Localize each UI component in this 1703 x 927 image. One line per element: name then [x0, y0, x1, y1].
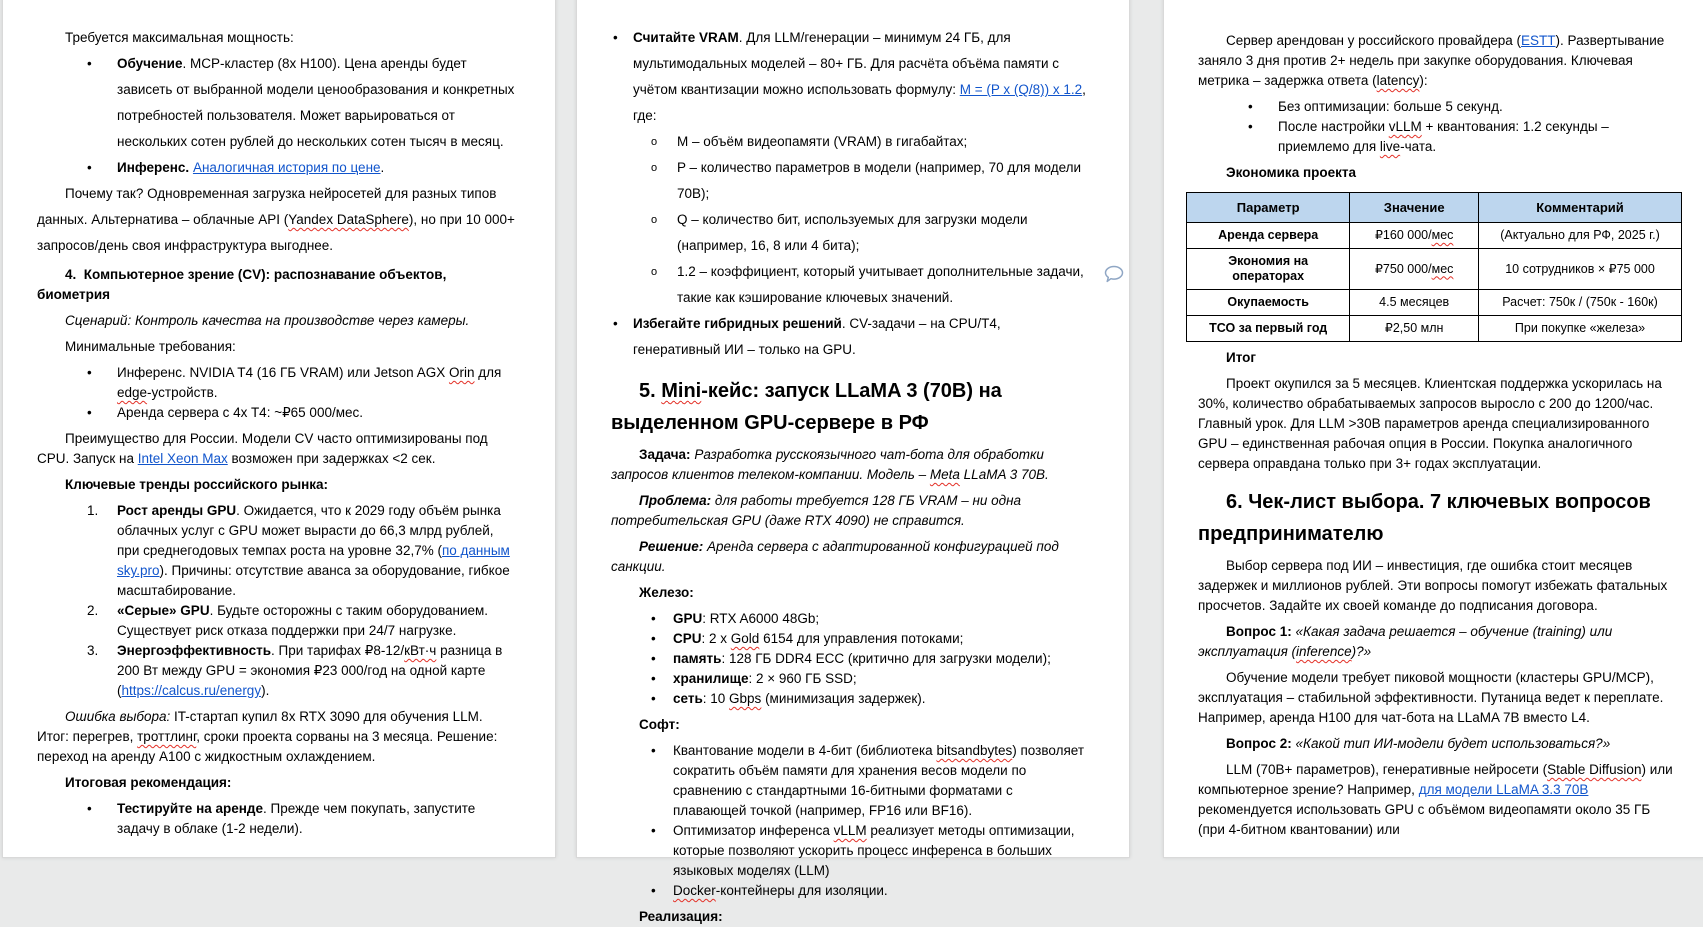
- table-cell: [1187, 249, 1350, 290]
- table-header-cell: Значение: [1350, 193, 1479, 223]
- text-run: P – количество параметров в модели (например, 70 для модели 70B);: [677, 160, 1082, 201]
- text-run: Без оптимизации: больше 5 секунд.: [1278, 99, 1503, 114]
- paragraph: [37, 181, 515, 259]
- bullet-marker: •: [651, 691, 656, 706]
- bullet-marker: •: [651, 671, 656, 686]
- bullet-list: [1198, 97, 1676, 157]
- table-cell: [1187, 290, 1350, 316]
- table-cell: [1350, 223, 1479, 249]
- bullet-marker: •: [87, 365, 92, 380]
- text-run: -кейс: запуск LLaMA 3 (70B) на выделенном GPU-сервере в РФ: [611, 380, 1002, 434]
- text-run: ) или компьютерное зрение? Например,: [1198, 762, 1673, 797]
- text-run: 1.2 – коэффициент, который учитывает дополнительные задачи, такие как кэширование ключевых значений.: [677, 264, 1084, 305]
- text-run: Mini: [661, 380, 702, 402]
- paragraph: [611, 537, 1089, 577]
- text-run: Расчет: 750к / (750к - 160к): [1502, 295, 1658, 309]
- text-run: -чата.: [1400, 139, 1437, 154]
- page-2-content: [577, 0, 1129, 927]
- bullet-marker: •: [87, 405, 92, 420]
- text-run: Ошибка выбора:: [65, 709, 171, 724]
- text-run: live: [1379, 139, 1401, 154]
- text-run: Проблема:: [639, 493, 712, 508]
- bullet-marker: •: [651, 611, 656, 626]
- paragraph: [611, 715, 1089, 735]
- table-cell: [1187, 316, 1350, 342]
- bullet-list: [611, 741, 1089, 901]
- text-run: Orin: [448, 365, 475, 380]
- text-run: После настройки: [1278, 119, 1389, 134]
- text-run: 6154 для управления потоками;: [759, 631, 964, 646]
- text-run: рекомендуется использовать GPU с объёмом видеопамяти около 35 ГБ (при 4-битном квантовании) или: [1198, 802, 1651, 837]
- text-run: Считайте VRAM: [633, 30, 739, 45]
- text-run: Вопрос 1:: [1226, 624, 1292, 639]
- paragraph: [1198, 734, 1676, 754]
- text-run: . При тарифах ₽8-12/: [271, 643, 405, 658]
- text-run: ) позволяет сократить объём памяти для хранения весов модели по сравнению с стандартными 16-битными форматами с плавающей точкой (например, FP16 или BF16).: [673, 743, 1085, 818]
- bullet-list: [37, 501, 515, 701]
- bullet-marker: 2.: [87, 603, 99, 618]
- text-run: Рост аренды GPU: [117, 503, 237, 518]
- text-run: ). Развертывание заняло 3 дня против 2+ недель при закупке оборудования. Ключевая метрика – задержка ответа (: [1198, 33, 1665, 88]
- paragraph: [1198, 556, 1676, 616]
- text-run: Итог: [1226, 350, 1257, 365]
- text-run: мес: [1431, 261, 1454, 276]
- text-run: : 128 ГБ DDR4 ECC (критично для загрузки модели);: [721, 651, 1051, 666]
- text-run: Инференс. NVIDIA T4 (16 ГБ VRAM) или Jetson AGX: [117, 365, 449, 380]
- bullet-marker: o: [651, 136, 658, 148]
- text-run: LLaMA 3 70B.: [959, 467, 1049, 482]
- bullet-marker: •: [651, 743, 656, 758]
- text-run: реализует методы оптимизации, которые позволяют ускорить процесс инференса в больших языковых моделях (LLM): [673, 823, 1075, 878]
- text-run: Вопрос 2:: [1226, 736, 1292, 751]
- text-run: , где:: [633, 82, 1086, 123]
- text-run: Stable Diffusion: [1547, 762, 1642, 777]
- text-run: Требуется максимальная мощность:: [65, 30, 294, 45]
- bullet-marker: 3.: [87, 643, 99, 658]
- list-item: [1198, 117, 1676, 157]
- text-run: Инференс.: [117, 160, 190, 175]
- list-item: [611, 129, 1089, 155]
- list-item: [611, 669, 1089, 689]
- text-run: CPU: [673, 631, 702, 646]
- text-run: Gbps: [729, 691, 762, 706]
- text-run: (минимизация задержек).: [761, 691, 926, 706]
- bullet-marker: o: [651, 162, 658, 174]
- text-run: троттлинг: [137, 729, 197, 744]
- text-run: , сроки проекта сорваны на 3 месяца. Решение: переход на аренду A100 с жидкостным охлаждением.: [37, 729, 498, 764]
- paragraph: [37, 707, 515, 767]
- text-run: vLLM: [833, 823, 867, 838]
- bullet-marker: •: [651, 631, 656, 646]
- table-cell: [1479, 249, 1682, 290]
- text-run: vLLM: [1388, 119, 1422, 134]
- text-run: «Какой тип ИИ-модели будет использоваться?»: [1295, 736, 1611, 751]
- page-3: [1163, 0, 1703, 858]
- table-cell: [1187, 223, 1350, 249]
- bullet-marker: o: [651, 266, 658, 278]
- paragraph: [37, 475, 515, 495]
- paragraph: [1198, 348, 1676, 368]
- table-cell: [1479, 223, 1682, 249]
- text-run: -устройств.: [147, 385, 218, 400]
- list-item: [611, 311, 1089, 363]
- text-run: Сервер арендован у российского провайдера (: [1226, 33, 1521, 48]
- table-row: [1187, 249, 1682, 290]
- text-run: возможен при задержках <2 сек.: [227, 451, 436, 466]
- table-cell: [1350, 316, 1479, 342]
- page-2: [576, 0, 1130, 924]
- text-run: Избегайте гибридных решений: [633, 316, 842, 331]
- economics-table: [1186, 192, 1682, 342]
- list-item: [611, 155, 1089, 207]
- text-run: разница в 200 Вт между GPU = экономия ₽23 000/год на одной карте (: [117, 643, 503, 698]
- bullet-list: [611, 25, 1089, 363]
- text-run: ).: [261, 683, 270, 698]
- text-run: M – объём видеопамяти (VRAM) в гигабайтах;: [677, 134, 968, 149]
- paragraph: [1198, 374, 1676, 474]
- text-run: При покупке «железа»: [1514, 321, 1646, 335]
- text-run: .: [380, 160, 385, 175]
- text-run: ):: [1419, 73, 1428, 88]
- hyperlink[interactable]: Аналогичная история по цене: [192, 160, 381, 175]
- text-run: . Будьте осторожны с таким оборудованием. Существует риск отказа поддержки при 24/7 нагрузке.: [117, 603, 489, 638]
- list-item: [37, 155, 515, 181]
- list-item: [611, 259, 1089, 311]
- text-run: Реализация:: [639, 909, 723, 924]
- text-run: edge: [117, 385, 148, 400]
- text-run: ТСО за первый год: [1209, 321, 1328, 335]
- text-run: Q – количество бит, используемых для загрузки модели (например, 16, 8 или 4 бита);: [677, 212, 1028, 253]
- bullet-marker: •: [651, 883, 656, 898]
- text-run: latency: [1376, 73, 1420, 88]
- text-run: для: [474, 365, 502, 380]
- text-run: Квантование модели в 4-бит (библиотека: [673, 743, 937, 758]
- list-item: [37, 501, 515, 601]
- bullet-marker: •: [651, 823, 656, 838]
- text-run: Обучение: [117, 56, 183, 71]
- paragraph: [1198, 31, 1676, 91]
- bullet-list: [37, 799, 515, 839]
- list-item: [1198, 97, 1676, 117]
- text-run: Преимущество для России. Модели CV часто оптимизированы под CPU. Запуск на: [37, 431, 488, 466]
- text-run: )?»: [1351, 644, 1372, 659]
- text-run: «Какая задача решается – обучение (training) или эксплуатация (: [1198, 624, 1613, 659]
- text-run: (Актуально для РФ, 2025 г.): [1500, 228, 1660, 242]
- text-run: : 10: [702, 691, 730, 706]
- list-item: [37, 799, 515, 839]
- text-run: . MCP-кластер (8x H100). Цена аренды будет зависеть от выбранной модели ценообразования и конкретных потребностей пользователя. Может варьироваться от нескольких сотен рублей до нескольких сотен тысяч в месяц.: [117, 56, 515, 149]
- hyperlink[interactable]: ESTT: [1521, 33, 1556, 48]
- bullet-list: [37, 363, 515, 423]
- list-item: [611, 689, 1089, 709]
- paragraph: [37, 25, 515, 51]
- text-run: Итоговая рекомендация:: [65, 775, 232, 790]
- text-run: Минимальные требования:: [65, 339, 236, 354]
- list-item: [611, 821, 1089, 881]
- table-row: [1187, 223, 1682, 249]
- text-run: кВт·ч: [404, 643, 437, 658]
- text-run: Yandex DataSphere: [288, 212, 409, 227]
- text-run: : 2 x: [701, 631, 731, 646]
- text-run: ). Причины: отсутствие аванса за оборудование, гибкое масштабирование.: [117, 563, 510, 598]
- list-item: [37, 51, 515, 155]
- text-run: ₽750 000/: [1374, 261, 1432, 276]
- text-run: . CV-задачи – на CPU/T4, генеративный ИИ – только на GPU.: [633, 316, 1001, 357]
- paragraph: [37, 337, 515, 357]
- list-item: [611, 25, 1089, 129]
- table-row: [1187, 290, 1682, 316]
- text-run: ), но при 10 000+ запросов/день своя инфраструктура выгоднее.: [37, 212, 515, 253]
- text-run: ₽2,50 млн: [1384, 321, 1444, 335]
- text-run: Энергоэффективность: [117, 643, 272, 658]
- table-cell: [1350, 290, 1479, 316]
- text-run: Экономика проекта: [1226, 165, 1356, 180]
- paragraph: [1198, 163, 1676, 183]
- paragraph: [37, 429, 515, 469]
- text-run: Обучение модели требует пиковой мощности (кластеры GPU/MCP), эксплуатация – стабильной эффективности. Путаница ведет к переплате. Например, аренда H100 для чат-бота на LLaMA 7B вместо L4.: [1198, 670, 1664, 725]
- page-1-content: [3, 0, 555, 839]
- list-item: [611, 741, 1089, 821]
- hyperlink[interactable]: по данным sky.pro: [117, 543, 510, 578]
- paragraph: [611, 907, 1089, 927]
- paragraph: [37, 311, 515, 331]
- text-run: хранилище: [673, 671, 749, 686]
- text-run: Экономия на операторах: [1228, 254, 1309, 283]
- bullet-marker: o: [651, 214, 658, 226]
- paragraph: [1198, 760, 1676, 840]
- bullet-marker: •: [87, 801, 92, 816]
- paragraph: [611, 445, 1089, 485]
- text-run: : 2 × 960 ГБ SSD;: [748, 671, 857, 686]
- text-run: inference: [1296, 644, 1352, 659]
- bullet-list: [611, 129, 1089, 311]
- text-run: 4.5 месяцев: [1379, 295, 1450, 309]
- text-run: -контейнеры для изоляции.: [715, 883, 888, 898]
- page-1: [2, 0, 556, 858]
- text-run: сеть: [673, 691, 703, 706]
- text-run: Аренда сервера с 4x T4: ~₽65 000/мес.: [117, 405, 363, 420]
- text-run: : RTX A6000 48Gb;: [702, 611, 820, 626]
- text-run: Выбор сервера под ИИ – инвестиция, где ошибка стоит месяцев задержек и миллионов рублей. Эти вопросы помогут избежать фатальных просчетов. Задайте их своей команде до подписания договора.: [1198, 558, 1668, 613]
- list-item: [611, 629, 1089, 649]
- bullet-marker: •: [1248, 99, 1253, 114]
- text-run: . Для LLM/генерации – минимум 24 ГБ, для мультимодальных моделей – 80+ ГБ. Для расчёта объёма памяти с учётом квантизации можно использовать формулу:: [633, 30, 1060, 97]
- bullet-list: [611, 609, 1089, 709]
- text-run: Сценарий: Контроль качества на производстве через камеры.: [65, 313, 470, 328]
- text-run: Аренда сервера с адаптированной конфигурацией под санкции.: [611, 539, 1059, 574]
- bullet-marker: •: [87, 160, 92, 175]
- text-run: 4. Компьютерное зрение (CV): распознавание объектов, биометрия: [37, 267, 447, 302]
- text-run: Аренда сервера: [1218, 228, 1319, 242]
- bullet-list: [37, 51, 515, 181]
- text-run: 10 сотрудников × ₽75 000: [1505, 261, 1655, 276]
- table-cell: [1479, 290, 1682, 316]
- text-run: память: [673, 651, 722, 666]
- list-item: [37, 363, 515, 403]
- paragraph: [37, 265, 515, 305]
- list-item: [37, 641, 515, 701]
- list-item: [611, 649, 1089, 669]
- text-run: 5.: [639, 380, 662, 402]
- table-header-cell: Комментарий: [1479, 193, 1682, 223]
- paragraph: [611, 491, 1089, 531]
- text-run: LLM (70B+ параметров), генеративные нейросети (: [1226, 762, 1548, 777]
- bullet-marker: •: [613, 316, 618, 331]
- text-run: «Серые» GPU: [117, 603, 210, 618]
- hyperlink[interactable]: M = (P x (Q/8)) x 1.2: [959, 82, 1083, 97]
- text-run: Окупаемость: [1227, 295, 1309, 309]
- list-item: [611, 881, 1089, 901]
- list-item: [37, 601, 515, 641]
- text-run: Meta: [929, 467, 960, 482]
- hyperlink[interactable]: для модели LLaMA 3.3 70B: [1418, 782, 1589, 797]
- table-row: [1187, 316, 1682, 342]
- bullet-marker: •: [87, 56, 92, 71]
- bullet-marker: •: [613, 30, 618, 45]
- hyperlink[interactable]: https://calcus.ru/energy: [121, 683, 262, 698]
- text-run: мес: [1431, 228, 1454, 242]
- section-heading: [611, 375, 1089, 439]
- text-run: IT-стартап купил 8x RTX 3090 для обучения LLM. Итог: перегрев,: [37, 709, 483, 744]
- paragraph: [611, 583, 1089, 603]
- text-run: Gold: [730, 631, 760, 646]
- paragraph: [1198, 668, 1676, 728]
- text-run: 6. Чек-лист выбора. 7 ключевых вопросов предпринимателю: [1198, 491, 1651, 545]
- text-run: . Прежде чем покупать, запустите задачу в облаке (1-2 недели).: [117, 801, 476, 836]
- text-run: для работы требуется 128 ГБ VRAM – ни одна потребительская GPU (даже RTX 4090) не справится.: [611, 493, 1022, 528]
- paragraph: [37, 773, 515, 793]
- text-run: ₽160 000/: [1374, 228, 1432, 242]
- text-run: Задача:: [639, 447, 691, 462]
- text-run: Тестируйте на аренде: [117, 801, 263, 816]
- list-item: [611, 609, 1089, 629]
- text-run: Софт:: [639, 717, 680, 732]
- text-run: Docker: [673, 883, 716, 898]
- hyperlink[interactable]: Intel Xeon Max: [137, 451, 228, 466]
- bullet-marker: 1.: [87, 503, 99, 518]
- text-run: Разработка русскоязычного чат-бота для обработки запросов клиентов телеком-компании. Модель –: [611, 447, 1044, 482]
- text-run: bitsandbytes: [936, 743, 1013, 758]
- table-cell: [1479, 316, 1682, 342]
- list-item: [37, 403, 515, 423]
- table-header-cell: Параметр: [1187, 193, 1350, 223]
- text-run: Проект окупился за 5 месяцев. Клиентская поддержка ускорилась на 30%, количество обрабатываемых запросов выросло с 200 до 1200/час. Главный урок. Для LLM >30B параметров аренда специализированного GPU – единственная рабочая опция в России. Покупка аналогичного сервера оправдана только при 3+ годах эксплуатации.: [1198, 376, 1662, 471]
- text-run: Железо:: [639, 585, 694, 600]
- bullet-marker: •: [1248, 119, 1253, 134]
- text-run: + квантования: 1.2 секунды – приемлемо для: [1278, 119, 1609, 154]
- text-run: Решение:: [639, 539, 704, 554]
- comment-bubble-icon: [1104, 265, 1124, 283]
- page-3-content: [1164, 0, 1703, 840]
- list-item: [611, 207, 1089, 259]
- comment-icon[interactable]: [1104, 265, 1124, 283]
- text-run: GPU: [673, 611, 703, 626]
- text-run: Ключевые тренды российского рынка:: [65, 477, 329, 492]
- section-heading: [1198, 486, 1676, 550]
- text-run: Оптимизатор инференса: [673, 823, 834, 838]
- text-run: . Ожидается, что к 2029 году объём рынка облачных услуг с GPU может вырасти до 66,3 млрд рублей, при среднегодовых темпах роста на уровне 32,7% (: [117, 503, 501, 558]
- text-run: Почему так? Одновременная загрузка нейросетей для разных типов данных. Альтернатива – облачные API (: [37, 186, 497, 227]
- bullet-marker: •: [651, 651, 656, 666]
- table-cell: [1350, 249, 1479, 290]
- paragraph: [1198, 622, 1676, 662]
